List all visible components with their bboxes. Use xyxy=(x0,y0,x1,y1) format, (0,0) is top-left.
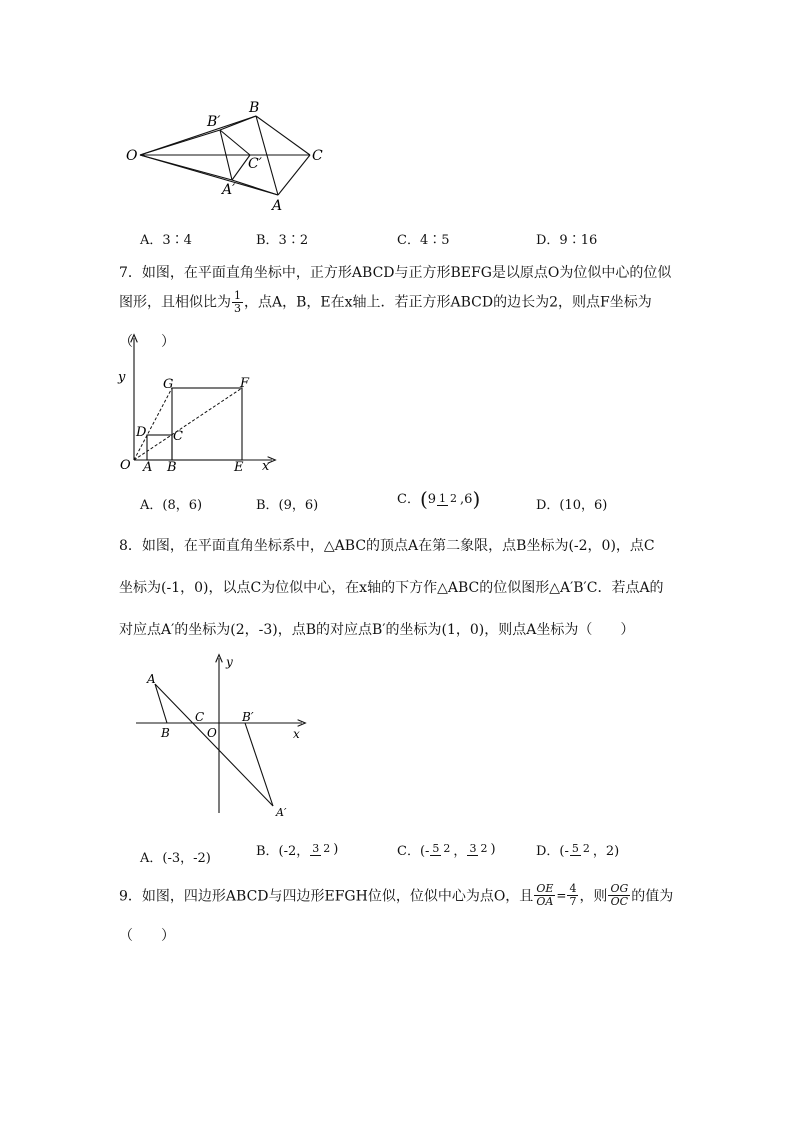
q8-stem-line1: 8．如图，在平面直角坐标系中，△ABC的顶点A在第二象限，点B坐标为(-2，0)，点C xyxy=(119,538,655,554)
q8-option-b[interactable]: B．(-2， 3 2 ) xyxy=(256,842,339,859)
q8-stem-line3: 对应点A′的坐标为(2，-3)，点B的对应点B′的坐标为(1，0)，则点A坐标为（ ） xyxy=(119,622,635,638)
figure-q7 xyxy=(115,333,280,478)
q7-answer-paren: （ ） xyxy=(119,334,175,350)
label-x: x xyxy=(262,459,270,474)
label-y: y xyxy=(118,370,126,385)
label-F: F xyxy=(240,376,250,391)
q9-answer-paren: （ ） xyxy=(119,928,175,944)
q7-stem-line1: 7．如图，在平面直角坐标中，正方形ABCD与正方形BEFG是以原点O为位似中心的位似 xyxy=(119,265,672,281)
label-C: C xyxy=(173,429,183,444)
label-B: B xyxy=(167,460,177,475)
q7-stem-pre: 图形，且相似比为 xyxy=(119,294,231,311)
q7-option-a[interactable]: A．(8，6) xyxy=(140,498,203,513)
label-C: C xyxy=(312,148,323,164)
q9-stem-line1: 9．如图，四边形ABCD与四边形EFGH位似，位似中心为点O，且 $\frac{OE}{OA}$ = $\frac{4}{7}$ ，则 $\frac{OG}{OC}$ 的值为 xyxy=(119,882,674,908)
label-G: G xyxy=(163,377,174,392)
label-A: A xyxy=(272,198,283,214)
q7-stem-line2 xyxy=(119,290,652,315)
q7-ratio-fraction: $\frac{1}{3}$ xyxy=(234,289,241,315)
label-A-prime: A′ xyxy=(276,806,287,819)
q8-option-a[interactable]: A．(-3，-2) xyxy=(140,851,211,866)
label-C: C xyxy=(195,710,205,724)
q7-option-c[interactable]: C．(9 1 2 ,6) xyxy=(397,487,481,511)
q8-stem-line2: 坐标为(-1，0)，以点C为位似中心，在x轴的下方作△ABC的位似图形△A′B′C．若点A的 xyxy=(119,580,664,596)
q7-stem-post: ，点A，B，E在x轴上．若正方形ABCD的边长为2，则点F坐标为 xyxy=(244,294,652,311)
label-O: O xyxy=(126,148,138,164)
figure-q8 xyxy=(130,650,320,822)
label-B-prime: B′ xyxy=(242,710,254,724)
q8-option-d[interactable]: D．(- 5 2 ，2) xyxy=(536,842,620,859)
q6-option-c[interactable]: C．4∶5 xyxy=(397,233,450,248)
label-A: A xyxy=(143,460,153,475)
label-O: O xyxy=(120,458,131,473)
q7-option-d[interactable]: D．(10，6) xyxy=(536,498,608,513)
figure-q6 xyxy=(120,98,330,216)
label-y: y xyxy=(226,655,233,669)
label-E: E xyxy=(234,460,244,475)
q7-option-b[interactable]: B．(9，6) xyxy=(256,498,319,513)
label-C-prime: C′ xyxy=(248,156,262,172)
label-O: O xyxy=(207,726,217,740)
label-B: B xyxy=(161,726,170,740)
q6-option-a[interactable]: A．3∶4 xyxy=(140,233,192,248)
q6-option-b[interactable]: B．3∶2 xyxy=(256,233,309,248)
label-B: B xyxy=(249,100,260,116)
label-B-prime: B′ xyxy=(207,114,221,130)
label-A: A xyxy=(147,672,156,686)
q6-option-d[interactable]: D．9∶16 xyxy=(536,233,598,248)
label-x: x xyxy=(293,727,300,741)
q8-option-c[interactable]: C．(- 5 2 ， 3 2 ) xyxy=(397,842,496,859)
label-A-prime: A′ xyxy=(222,182,236,198)
label-D: D xyxy=(136,425,147,440)
